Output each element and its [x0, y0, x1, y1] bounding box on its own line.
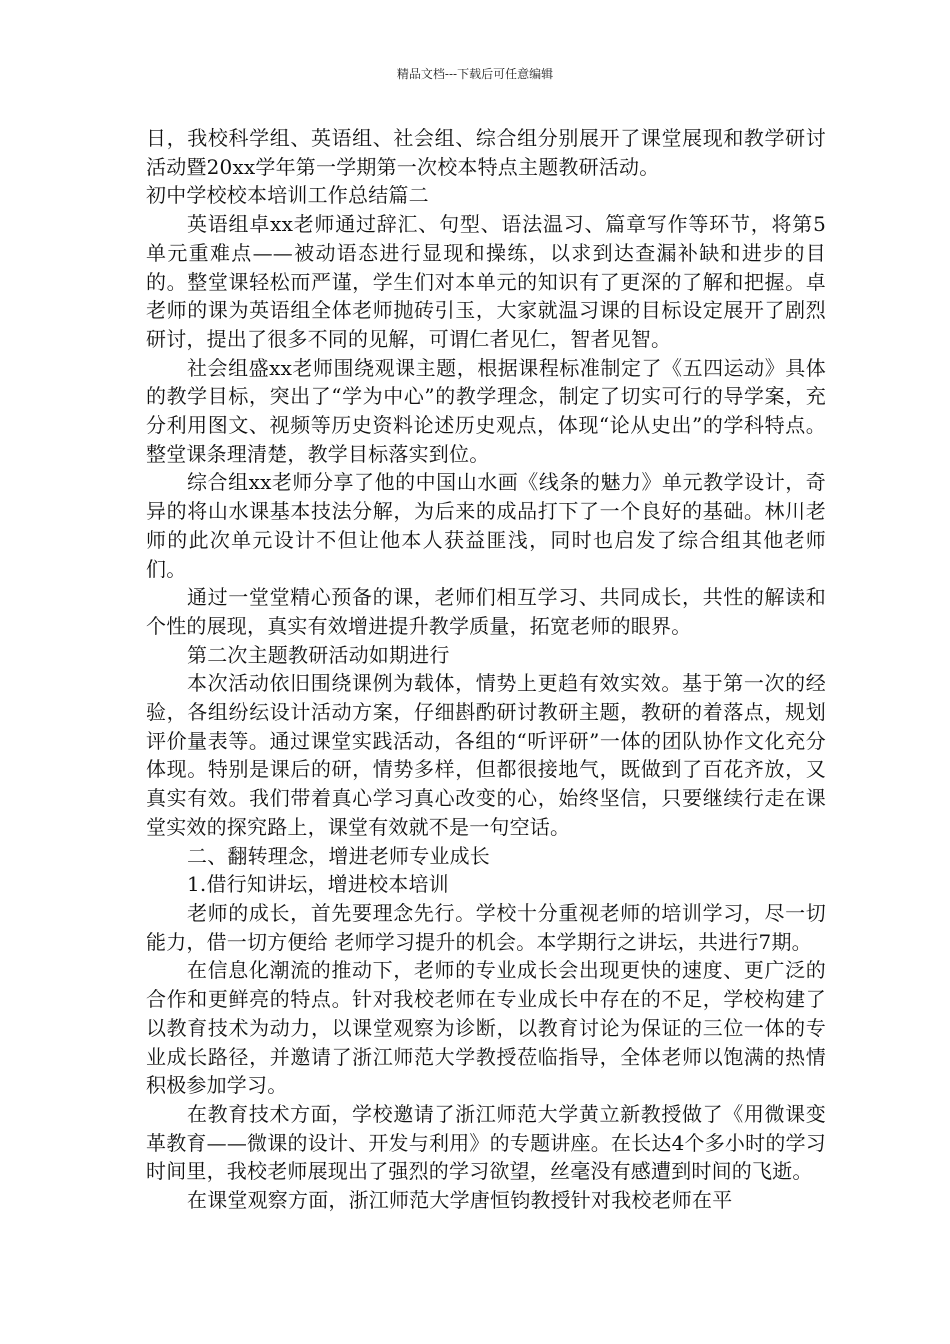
- paragraph: 在课堂观察方面，浙江师范大学唐恒钧教授针对我校老师在平: [187, 1188, 733, 1213]
- paragraph: 综合组xx老师分享了他的中国山水画《线条的魅力》单元教学设计，奇异的将山水课基本技法分解，为后来的成品打下了一个良好的基础。林川老师的此次单元设计不但让他本人获益匪浅，同时也启发了综合组其他老师们。: [146, 470, 826, 581]
- subheading: 二、翻转理念，增进老师专业成长: [187, 843, 490, 868]
- paragraph: 日，我校科学组、英语组、社会组、综合组分别展开了课堂展现和教学研讨活动暨20xx学年第一学期第一次校本特点主题教研活动。: [146, 126, 826, 179]
- subheading: 第二次主题教研活动如期进行: [187, 642, 450, 667]
- paragraph: 社会组盛xx老师围绕观课主题，根据课程标准制定了《五四运动》具体的教学目标，突出了“学为中心”的教学理念，制定了切实可行的导学案，充分利用图文、视频等历史资料论述历史观点，体现“论从史出”的学科特点。整堂课条理清楚，教学目标落实到位。: [146, 355, 826, 466]
- paragraph: 老师的成长，首先要理念先行。学校十分重视老师的培训学习，尽一切能力，借一切方便给 老师学习提升的机会。本学期行之讲坛，共进行7期。: [146, 900, 826, 954]
- page-header: 精品文档---下载后可任意编辑: [396, 67, 554, 81]
- paragraph: 在信息化潮流的推动下，老师的专业成长会出现更快的速度、更广泛的合作和更鲜亮的特点。针对我校老师在专业成长中存在的不足，学校构建了以教育技术为动力，以课堂观察为诊断，以教育讨论为保证的三位一体的专业成长路径，并邀请了浙江师范大学教授莅临指导，全体老师以饱满的热情积极参加学习。: [146, 958, 826, 1098]
- paragraph: 英语组卓xx老师通过辞汇、句型、语法温习、篇章写作等环节，将第5单元重难点——被动语态进行显现和操练，以求到达查漏补缺和进步的目的。整堂课轻松而严谨，学生们对本单元的知识有了更深的了解和把握。卓老师的课为英语组全体老师抛砖引玉，大家就温习课的目标设定展开了剧烈研讨，提出了很多不同的见解，可谓仁者见仁，智者见智。: [146, 212, 826, 351]
- section-title: 初中学校校本培训工作总结篇二: [146, 183, 429, 208]
- paragraph: 通过一堂堂精心预备的课，老师们相互学习、共同成长，共性的解读和个性的展现，真实有效增进提升教学质量，拓宽老师的眼界。: [146, 585, 826, 638]
- document-body: [146, 124, 826, 1215]
- paragraph: 在教育技术方面，学校邀请了浙江师范大学黄立新教授做了《用微课变革教育——微课的设计、开发与利用》的专题讲座。在长达4个多小时的学习时间里，我校老师展现出了强烈的学习欲望，丝毫没有感遭到时间的飞逝。: [146, 1101, 826, 1184]
- subheading: 1.借行知讲坛，增进校本培训: [187, 872, 449, 897]
- paragraph: 本次活动依旧围绕课例为载体，情势上更趋有效实效。基于第一次的经验，各组纷纭设计活动方案，仔细斟酌研讨教研主题，教研的着落点，规划评价量表等。通过课堂实践活动，各组的“听评研”一体的团队协作文化充分体现。特别是课后的研，情势多样，但都很接地气，既做到了百花齐放，又真实有效。我们带着真心学习真心改变的心，始终坚信，只要继续行走在课堂实效的探究路上，课堂有效就不是一句空话。: [146, 671, 826, 839]
